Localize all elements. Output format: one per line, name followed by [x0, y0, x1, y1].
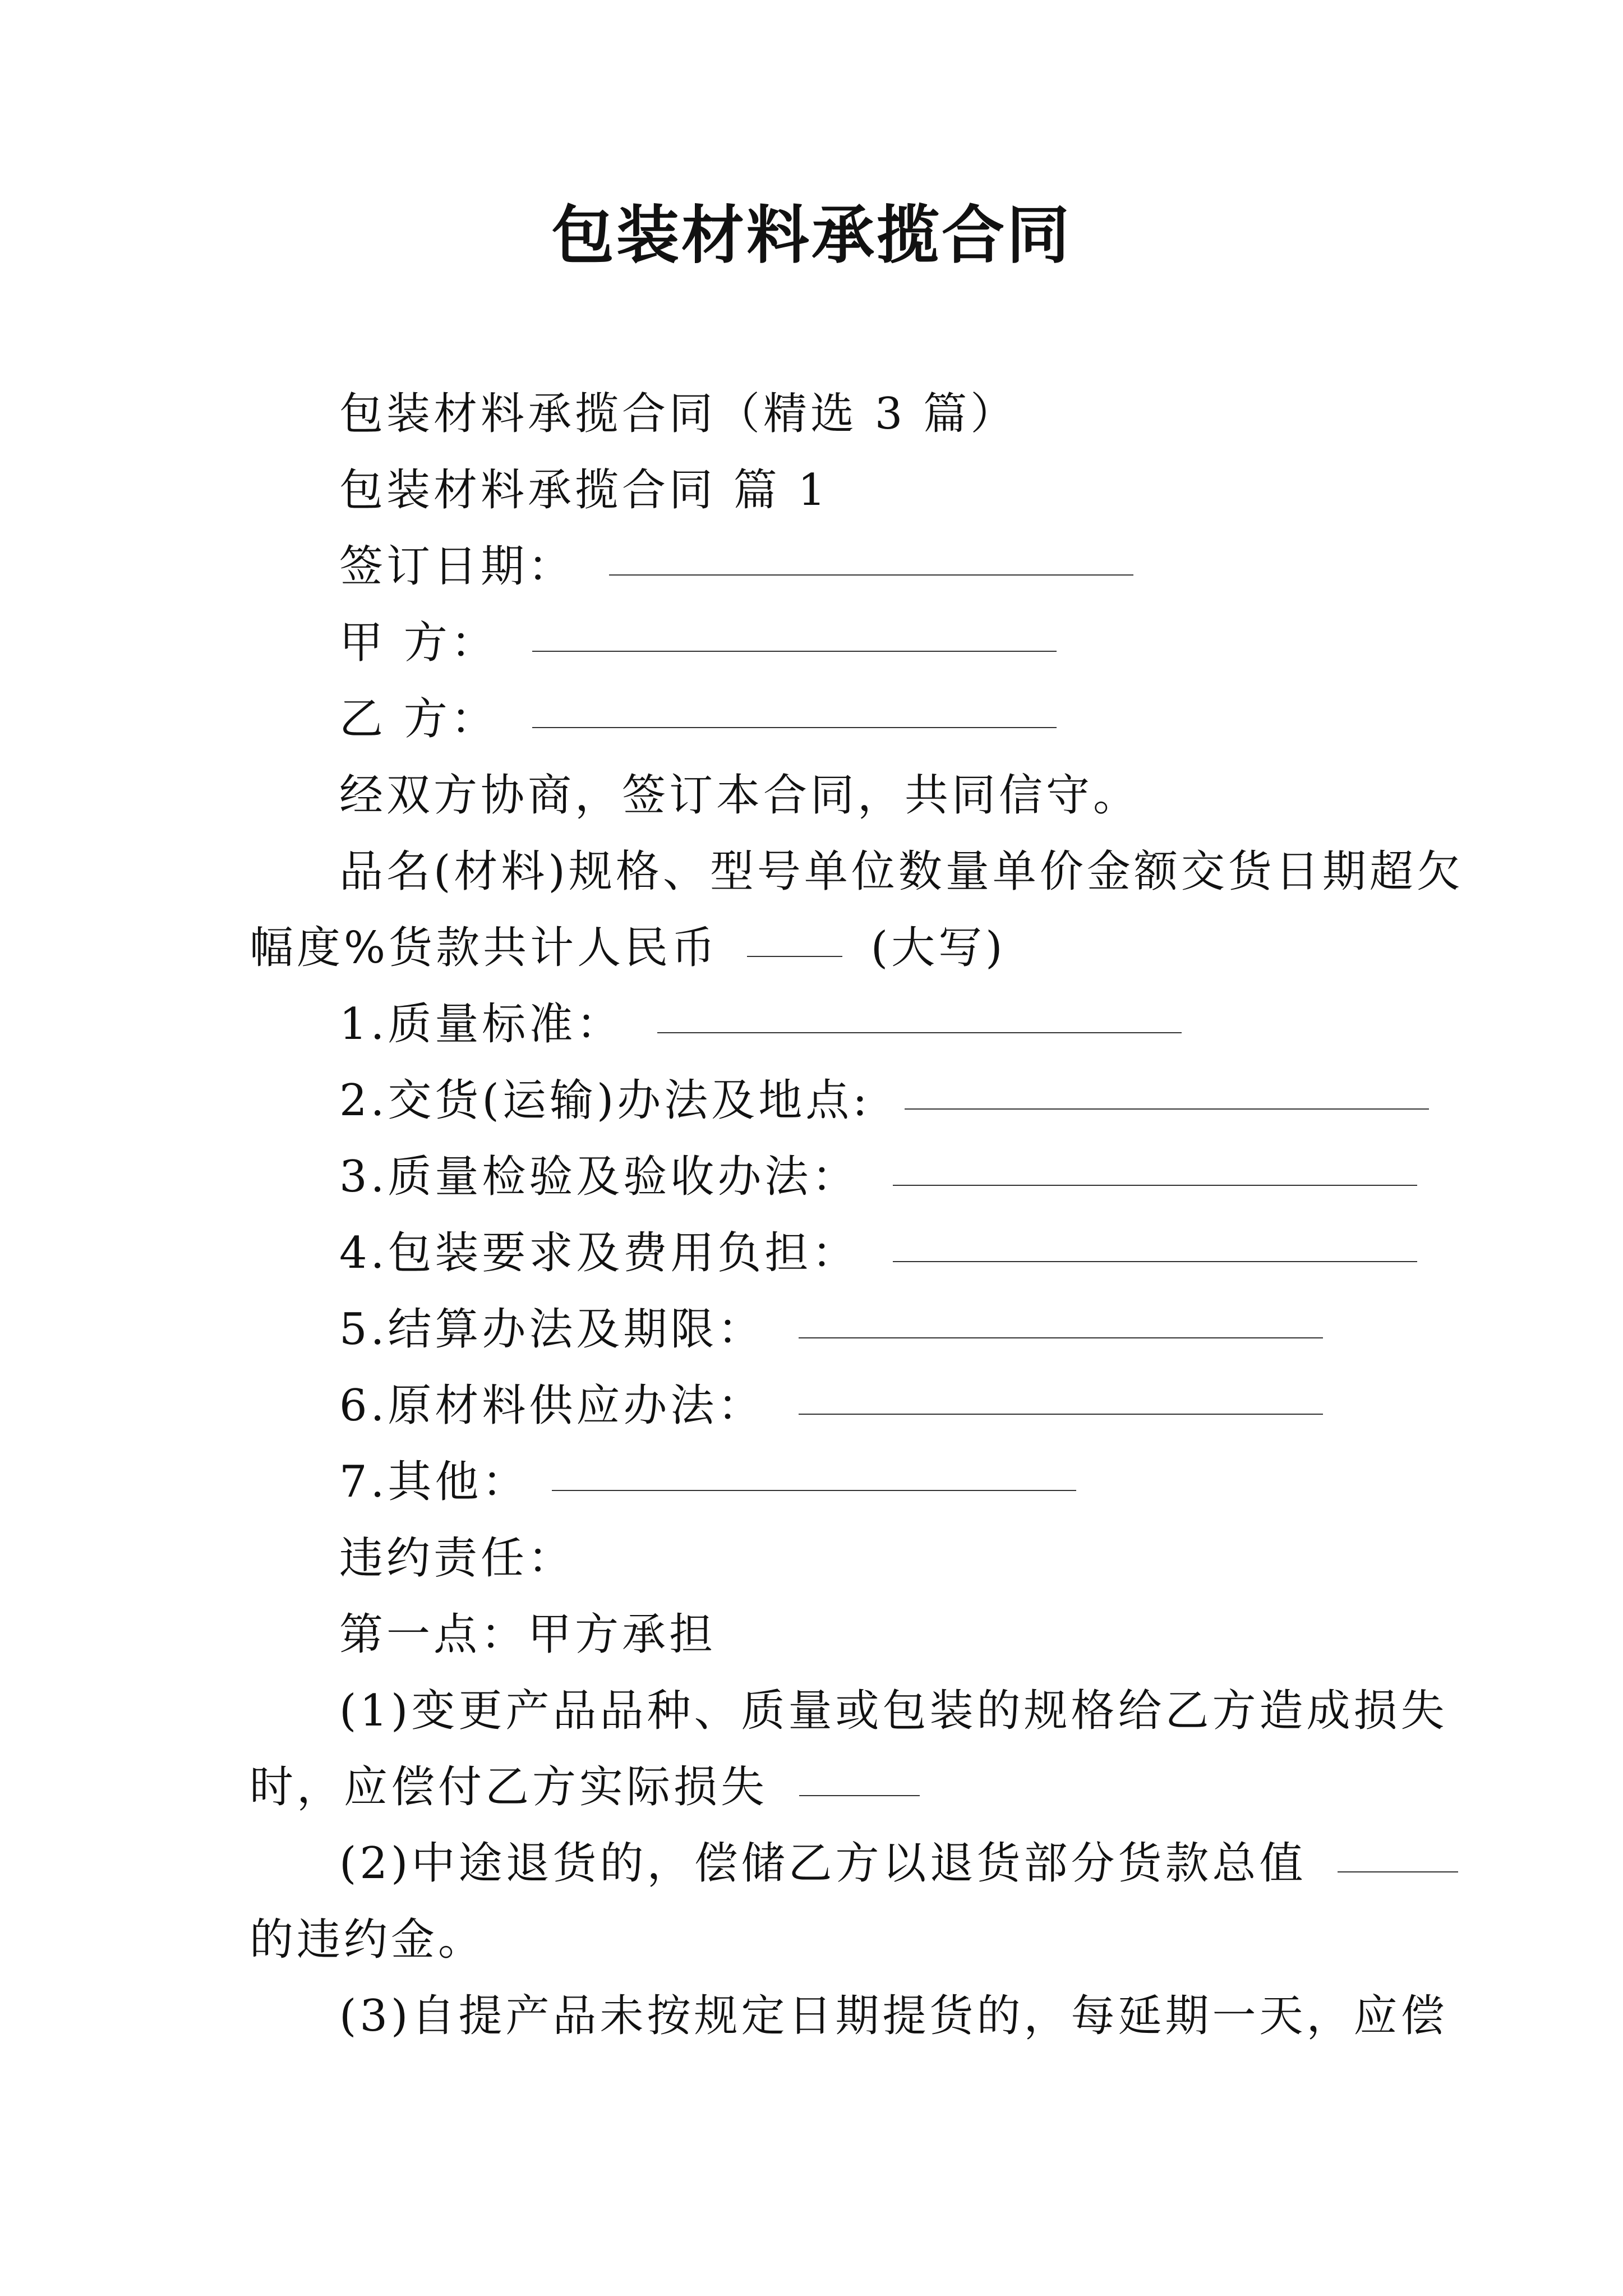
item-label: 2.交货(运输)办法及地点:	[339, 1075, 871, 1126]
subtitle: 包装材料承揽合同（精选 3 篇）	[339, 389, 1018, 439]
clause-1-line-1: (1)变更产品品种、质量或包装的规格给乙方造成损失	[339, 1686, 1448, 1736]
party-b-row	[339, 688, 1388, 751]
sign-date-label: 签订日期：	[339, 541, 575, 592]
party-a-blank	[532, 650, 1057, 652]
item-label: 5.结算办法及期限：	[339, 1304, 765, 1355]
party-b-label: 乙 方：	[339, 694, 498, 744]
section-heading: 包装材料承揽合同 篇 1	[339, 465, 829, 516]
item-blank	[905, 1108, 1429, 1110]
sign-date-row	[339, 535, 1388, 598]
amount-blank	[747, 955, 842, 957]
item-blank	[799, 1413, 1323, 1415]
item-label: 7.其他：	[339, 1457, 529, 1507]
point-one: 第一点：甲方承担	[339, 1609, 717, 1660]
goods-amount-label: 幅度%货款共计人民币	[250, 923, 719, 973]
item-blank	[893, 1184, 1417, 1186]
liability-heading: 违约责任：	[339, 1533, 575, 1584]
item-label: 3.质量检验及验收办法：	[339, 1152, 859, 1202]
goods-line-1: 品名(材料)规格、型号单位数量单价金额交货日期超欠	[339, 846, 1464, 897]
item-blank	[893, 1260, 1417, 1262]
loss-blank	[799, 1795, 920, 1796]
item-settlement	[339, 1298, 1388, 1361]
intro-paragraph: 经双方协商，签订本合同，共同信守。	[339, 770, 1141, 821]
goods-line-2	[250, 917, 1388, 979]
item-blank	[799, 1337, 1323, 1338]
item-raw-materials	[339, 1374, 1388, 1437]
item-label: 4.包装要求及费用负担：	[339, 1228, 859, 1278]
item-blank	[552, 1489, 1076, 1491]
document-title: 包装材料承揽合同	[551, 199, 1072, 272]
clause-text: (2)中途退货的，偿储乙方以退货部分货款总值	[339, 1838, 1307, 1889]
penalty-blank	[1338, 1871, 1458, 1872]
clause-2-line-1	[339, 1832, 1388, 1895]
item-delivery	[339, 1069, 1388, 1132]
party-b-blank	[532, 726, 1057, 728]
item-quality-standard	[339, 993, 1388, 1056]
item-other	[339, 1451, 1388, 1513]
item-packaging	[339, 1222, 1388, 1285]
clause-3-line-1: (3)自提产品未按规定日期提货的，每延期一天，应偿	[339, 1991, 1448, 2041]
item-blank	[657, 1032, 1182, 1033]
sign-date-blank	[609, 574, 1133, 576]
item-label: 6.原材料供应办法：	[339, 1381, 765, 1431]
clause-text: 时，应偿付乙方实际损失	[250, 1762, 768, 1812]
amount-suffix: (大写)	[870, 923, 1006, 973]
item-inspection	[339, 1145, 1388, 1208]
item-label: 1.质量标准：	[339, 999, 624, 1050]
party-a-row	[339, 611, 1388, 674]
clause-2-line-2: 的违约金。	[250, 1915, 486, 1965]
party-a-label: 甲 方：	[339, 618, 498, 668]
clause-1-line-2	[250, 1756, 1388, 1819]
